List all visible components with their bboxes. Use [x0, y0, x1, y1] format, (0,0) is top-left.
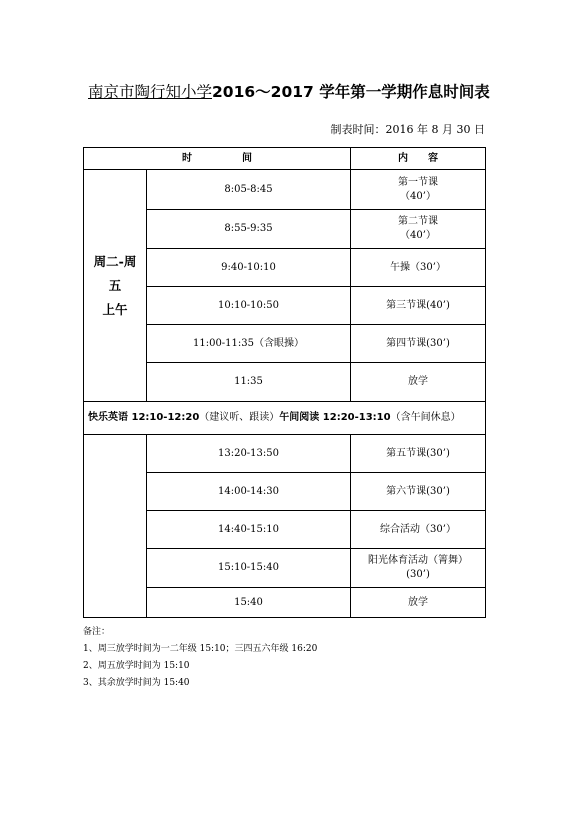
midday-banner: 快乐英语 12:10-12:20（建议听、跟读）午间阅读 12:20-13:10（含午间休息） [84, 402, 486, 435]
time-cell: 15:40 [147, 588, 351, 618]
content-cell: 放学 [351, 363, 486, 402]
time-cell: 11:35 [147, 363, 351, 402]
content-cell: 第四节课(30’) [351, 325, 486, 363]
made-date [331, 121, 485, 137]
afternoon-period-label [84, 435, 147, 618]
time-cell: 14:00-14:30 [147, 473, 351, 511]
table-row [84, 435, 486, 473]
table-header [84, 148, 486, 170]
time-cell: 8:55-9:35 [147, 210, 351, 249]
time-cell: 8:05-8:45 [147, 170, 351, 210]
content-cell: 午操（30’） [351, 249, 486, 287]
time-cell: 13:20-13:50 [147, 435, 351, 473]
content-cell: 第一节课 （40’） [351, 170, 486, 210]
content-cell: 第五节课(30’) [351, 435, 486, 473]
content-cell: 综合活动（30’） [351, 511, 486, 549]
note-item: 1、周三放学时间为一二年级 15:10；三四五六年级 16:20 [83, 644, 318, 654]
content-cell: 第二节课 （40’） [351, 210, 486, 249]
header-time: 时 间 [84, 148, 351, 170]
note-item: 2、周五放学时间为 15:10 [83, 661, 190, 671]
page-title [88, 80, 490, 102]
morning-period-label: 周二-周 五 上午 [84, 170, 147, 402]
content-cell: 放学 [351, 588, 486, 618]
header-content: 内 容 [351, 148, 486, 170]
title-rest: 2016～2017 学年第一学期作息时间表 [212, 83, 490, 101]
made-date-value: 2016 年 8 月 30 日 [385, 123, 485, 136]
notes [83, 624, 317, 692]
table-row [84, 170, 486, 210]
time-cell: 15:10-15:40 [147, 549, 351, 588]
content-cell: 阳光体育活动（箐舞） (30’) [351, 549, 486, 588]
midday-banner-row [84, 402, 486, 435]
note-item: 3、其余放学时间为 15:40 [83, 678, 190, 688]
time-cell: 14:40-15:10 [147, 511, 351, 549]
time-cell: 11:00-11:35（含眼操） [147, 325, 351, 363]
school-name: 南京市陶行知小学 [88, 83, 213, 101]
schedule-table [83, 147, 486, 618]
content-cell: 第三节课(40’) [351, 287, 486, 325]
time-cell: 9:40-10:10 [147, 249, 351, 287]
content-cell: 第六节课(30’) [351, 473, 486, 511]
notes-heading: 备注： [83, 627, 111, 637]
made-label: 制表时间： [330, 123, 386, 136]
time-cell: 10:10-10:50 [147, 287, 351, 325]
